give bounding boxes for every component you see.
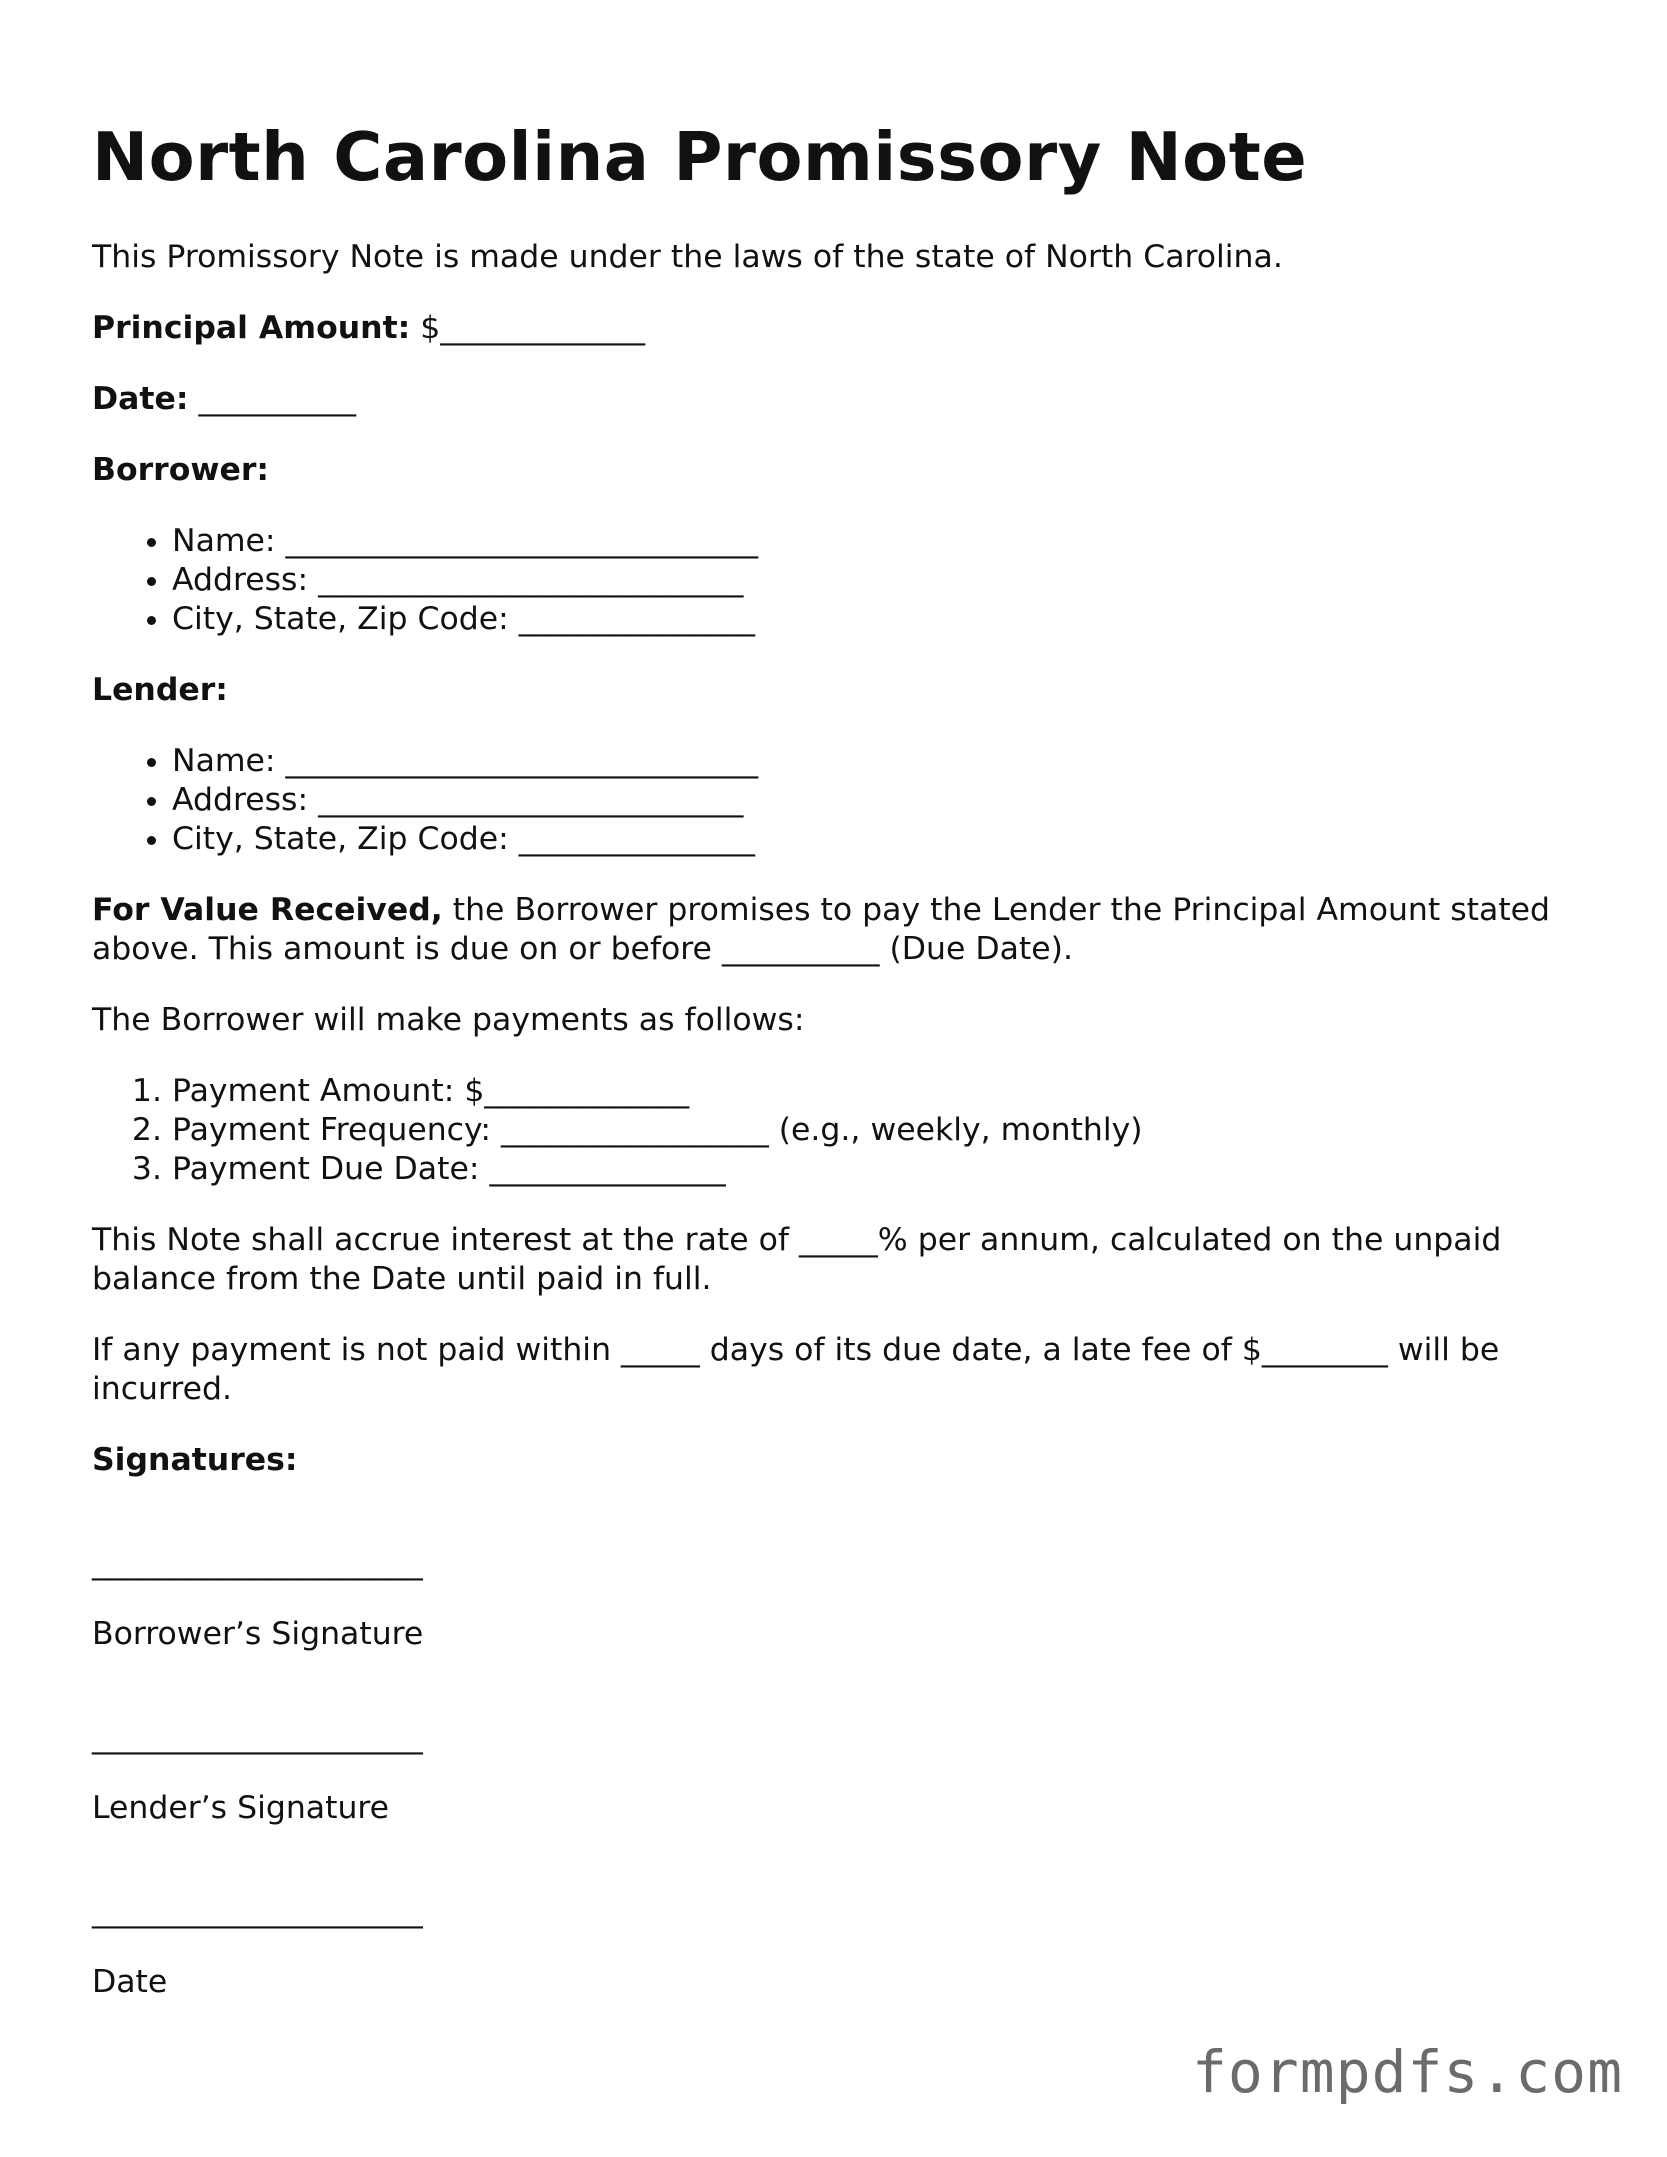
borrower-signature-line: _____________________ (92, 1545, 423, 1581)
signature-spacer (92, 1860, 1572, 1892)
interest-paragraph: This Note shall accrue interest at the rate of _____% per annum, calculated on the unpaid balance from the Date until paid in full. (92, 1222, 1502, 1297)
lender-address-item: • Address: ___________________________ (172, 781, 1572, 820)
payment-frequency-item: 2. Payment Frequency: _________________ (e.g., weekly, monthly) (172, 1111, 1572, 1150)
payments-list (92, 1072, 1572, 1189)
principal-amount-label: Principal Amount: (92, 310, 411, 346)
value-received-paragraph (92, 891, 1572, 969)
document-body (92, 238, 1572, 2034)
lender-heading (92, 671, 1572, 710)
borrower-address-item: • Address: ___________________________ (172, 561, 1572, 600)
value-received-text: the Borrower promises to pay the Lender the Principal Amount stated above. This amount is due on or before __________ (Due Date). (92, 892, 1551, 967)
lender-name-item: • Name: ______________________________ (172, 742, 1572, 781)
principal-amount-blank: $_____________ (410, 310, 646, 346)
intro-paragraph: This Promissory Note is made under the laws of the state of North Carolina. (92, 239, 1283, 275)
borrower-city-state-zip-item: • City, State, Zip Code: _______________ (172, 600, 1572, 639)
lender-signature-line: _____________________ (92, 1719, 423, 1755)
lender-city-state-zip-item: • City, State, Zip Code: _______________ (172, 820, 1572, 859)
borrower-heading (92, 451, 1572, 490)
late-fee-paragraph: If any payment is not paid within _____ days of its due date, a late fee of $________ will be incurred. (92, 1332, 1500, 1407)
principal-amount-line (92, 309, 1572, 348)
payment-amount-item: 1. Payment Amount: $_____________ (172, 1072, 1572, 1111)
lender-heading-text: Lender: (92, 672, 228, 708)
value-received-lead: For Value Received, (92, 892, 443, 928)
borrower-signature-label: Borrower’s Signature (92, 1616, 424, 1652)
signatures-heading-text: Signatures: (92, 1442, 298, 1478)
signature-spacer (92, 1512, 1572, 1544)
date-line (92, 380, 1572, 419)
borrower-details-list (92, 522, 1572, 639)
document-title: North Carolina Promissory Note (92, 118, 1308, 196)
site-watermark: formpdfs.com (1191, 2038, 1623, 2106)
lender-signature-label: Lender’s Signature (92, 1790, 390, 1826)
date-label: Date: (92, 381, 189, 417)
payment-due-date-item: 3. Payment Due Date: _______________ (172, 1150, 1572, 1189)
lender-details-list (92, 742, 1572, 859)
date-blank: __________ (188, 381, 356, 417)
date-signature-line: _____________________ (92, 1893, 423, 1929)
date-signature-label: Date (92, 1964, 168, 2000)
signature-spacer (92, 1686, 1572, 1718)
borrower-heading-text: Borrower: (92, 452, 269, 488)
signatures-heading (92, 1441, 1572, 1480)
borrower-name-item: • Name: ______________________________ (172, 522, 1572, 561)
payments-intro: The Borrower will make payments as follows: (92, 1002, 805, 1038)
